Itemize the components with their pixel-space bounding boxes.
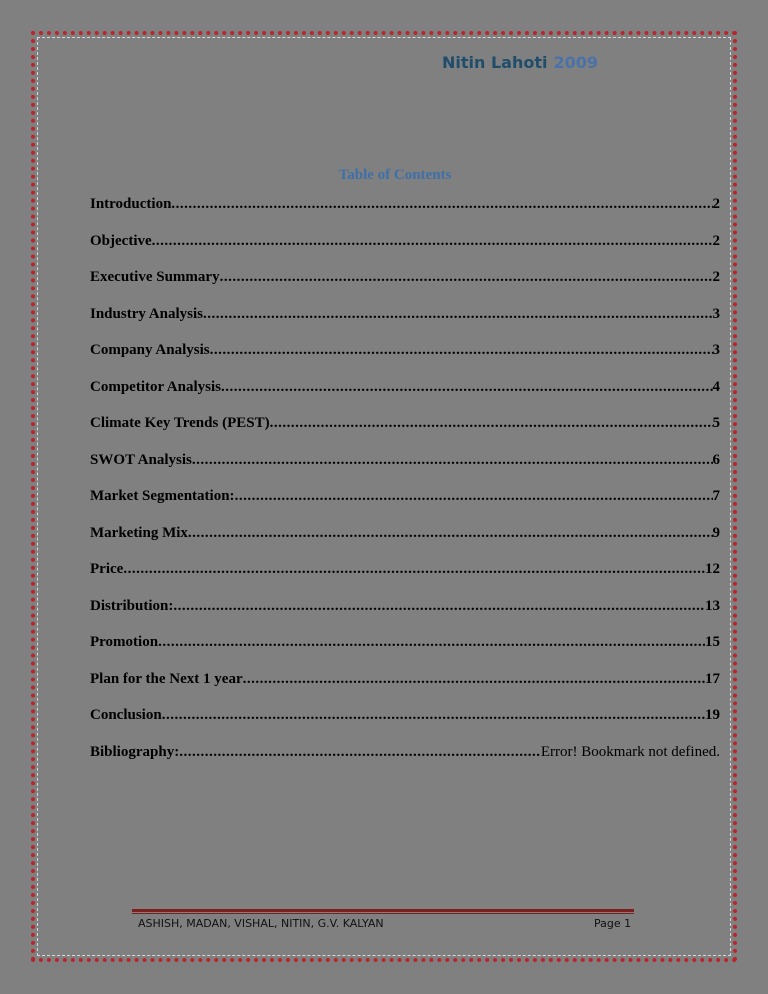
page-header bbox=[442, 53, 598, 72]
footer-divider-thin bbox=[132, 913, 634, 914]
toc-entry[interactable] bbox=[90, 452, 720, 489]
toc-entry[interactable] bbox=[90, 671, 720, 708]
toc-entry-page: 17 bbox=[705, 670, 720, 687]
header-author: Nitin Lahoti bbox=[442, 53, 548, 72]
toc-leader-dots bbox=[171, 196, 712, 213]
toc-entry[interactable] bbox=[90, 306, 720, 343]
toc-entry[interactable] bbox=[90, 525, 720, 562]
toc-leader-dots bbox=[243, 671, 705, 688]
footer-page-number: Page 1 bbox=[594, 917, 632, 930]
toc-entry-label: Executive Summary bbox=[90, 269, 220, 285]
footer-divider bbox=[132, 909, 634, 912]
toc-entry-label: Company Analysis bbox=[90, 342, 210, 358]
toc-entry-label: Competitor Analysis bbox=[90, 378, 221, 395]
toc-leader-dots bbox=[210, 342, 713, 359]
toc-entry-page-error: Error! Bookmark not defined. bbox=[540, 743, 720, 760]
toc-entry[interactable] bbox=[90, 707, 720, 744]
toc-entry[interactable] bbox=[90, 342, 720, 379]
toc-entry[interactable] bbox=[90, 379, 720, 416]
toc-entry[interactable] bbox=[90, 233, 720, 270]
footer-authors: ASHISH, MADAN, VISHAL, NITIN, G.V. KALYAN bbox=[138, 917, 384, 930]
toc-leader-dots bbox=[179, 744, 541, 761]
toc-entry-page: 12 bbox=[705, 561, 720, 577]
toc-leader-dots bbox=[270, 415, 713, 432]
toc-entry-page: 2 bbox=[712, 232, 720, 249]
toc-entry[interactable] bbox=[90, 561, 720, 598]
toc-entry-label: Plan for the Next 1 year bbox=[90, 670, 243, 687]
toc-entry-page: 5 bbox=[712, 415, 720, 431]
toc-entry-label: Bibliography: bbox=[90, 743, 180, 760]
toc-title: Table of Contents bbox=[338, 167, 452, 183]
toc-entry[interactable] bbox=[90, 598, 720, 635]
toc-entry[interactable] bbox=[90, 744, 720, 781]
toc-entry-page: 9 bbox=[712, 524, 720, 541]
toc-entry-label: Promotion bbox=[90, 634, 159, 650]
toc-entry[interactable] bbox=[90, 488, 720, 525]
toc-entry-page: 2 bbox=[712, 196, 720, 212]
toc-leader-dots bbox=[192, 452, 713, 469]
toc-entry-label: Objective bbox=[90, 232, 152, 249]
toc-entry[interactable] bbox=[90, 415, 720, 452]
toc-entry-label: Industry Analysis bbox=[90, 305, 203, 322]
toc-entry[interactable] bbox=[90, 196, 720, 233]
toc-entry-page: 7 bbox=[712, 488, 720, 504]
toc-list bbox=[90, 196, 720, 780]
toc-entry-page: 4 bbox=[712, 378, 720, 395]
toc-entry-label: Market Segmentation: bbox=[90, 488, 235, 504]
toc-leader-dots bbox=[203, 306, 713, 323]
toc-leader-dots bbox=[158, 634, 705, 651]
toc-entry-page: 3 bbox=[712, 305, 720, 322]
toc-entry-page: 19 bbox=[705, 707, 720, 723]
toc-entry-page: 15 bbox=[705, 634, 720, 650]
toc-entry-label: Distribution: bbox=[90, 597, 174, 614]
toc-leader-dots bbox=[220, 269, 713, 286]
toc-entry-page: 13 bbox=[705, 597, 720, 614]
toc-leader-dots bbox=[123, 561, 705, 578]
header-year: 2009 bbox=[553, 53, 599, 72]
toc-leader-dots bbox=[235, 488, 713, 505]
toc-entry-label: Conclusion bbox=[90, 707, 162, 723]
toc-leader-dots bbox=[188, 525, 713, 542]
toc-entry[interactable] bbox=[90, 634, 720, 671]
toc-leader-dots bbox=[173, 598, 705, 615]
toc-entry-label: Introduction bbox=[90, 196, 172, 212]
toc-entry-page: 3 bbox=[712, 342, 720, 358]
toc-leader-dots bbox=[221, 379, 713, 396]
toc-entry-label: SWOT Analysis bbox=[90, 451, 192, 468]
toc-entry-label: Marketing Mix bbox=[90, 524, 188, 541]
toc-entry[interactable] bbox=[90, 269, 720, 306]
toc-entry-label: Price bbox=[90, 561, 124, 577]
toc-entry-page: 2 bbox=[712, 269, 720, 285]
toc-leader-dots bbox=[162, 707, 705, 724]
toc-entry-label: Climate Key Trends (PEST) bbox=[90, 415, 270, 431]
toc-leader-dots bbox=[152, 233, 713, 250]
toc-entry-page: 6 bbox=[712, 451, 720, 468]
